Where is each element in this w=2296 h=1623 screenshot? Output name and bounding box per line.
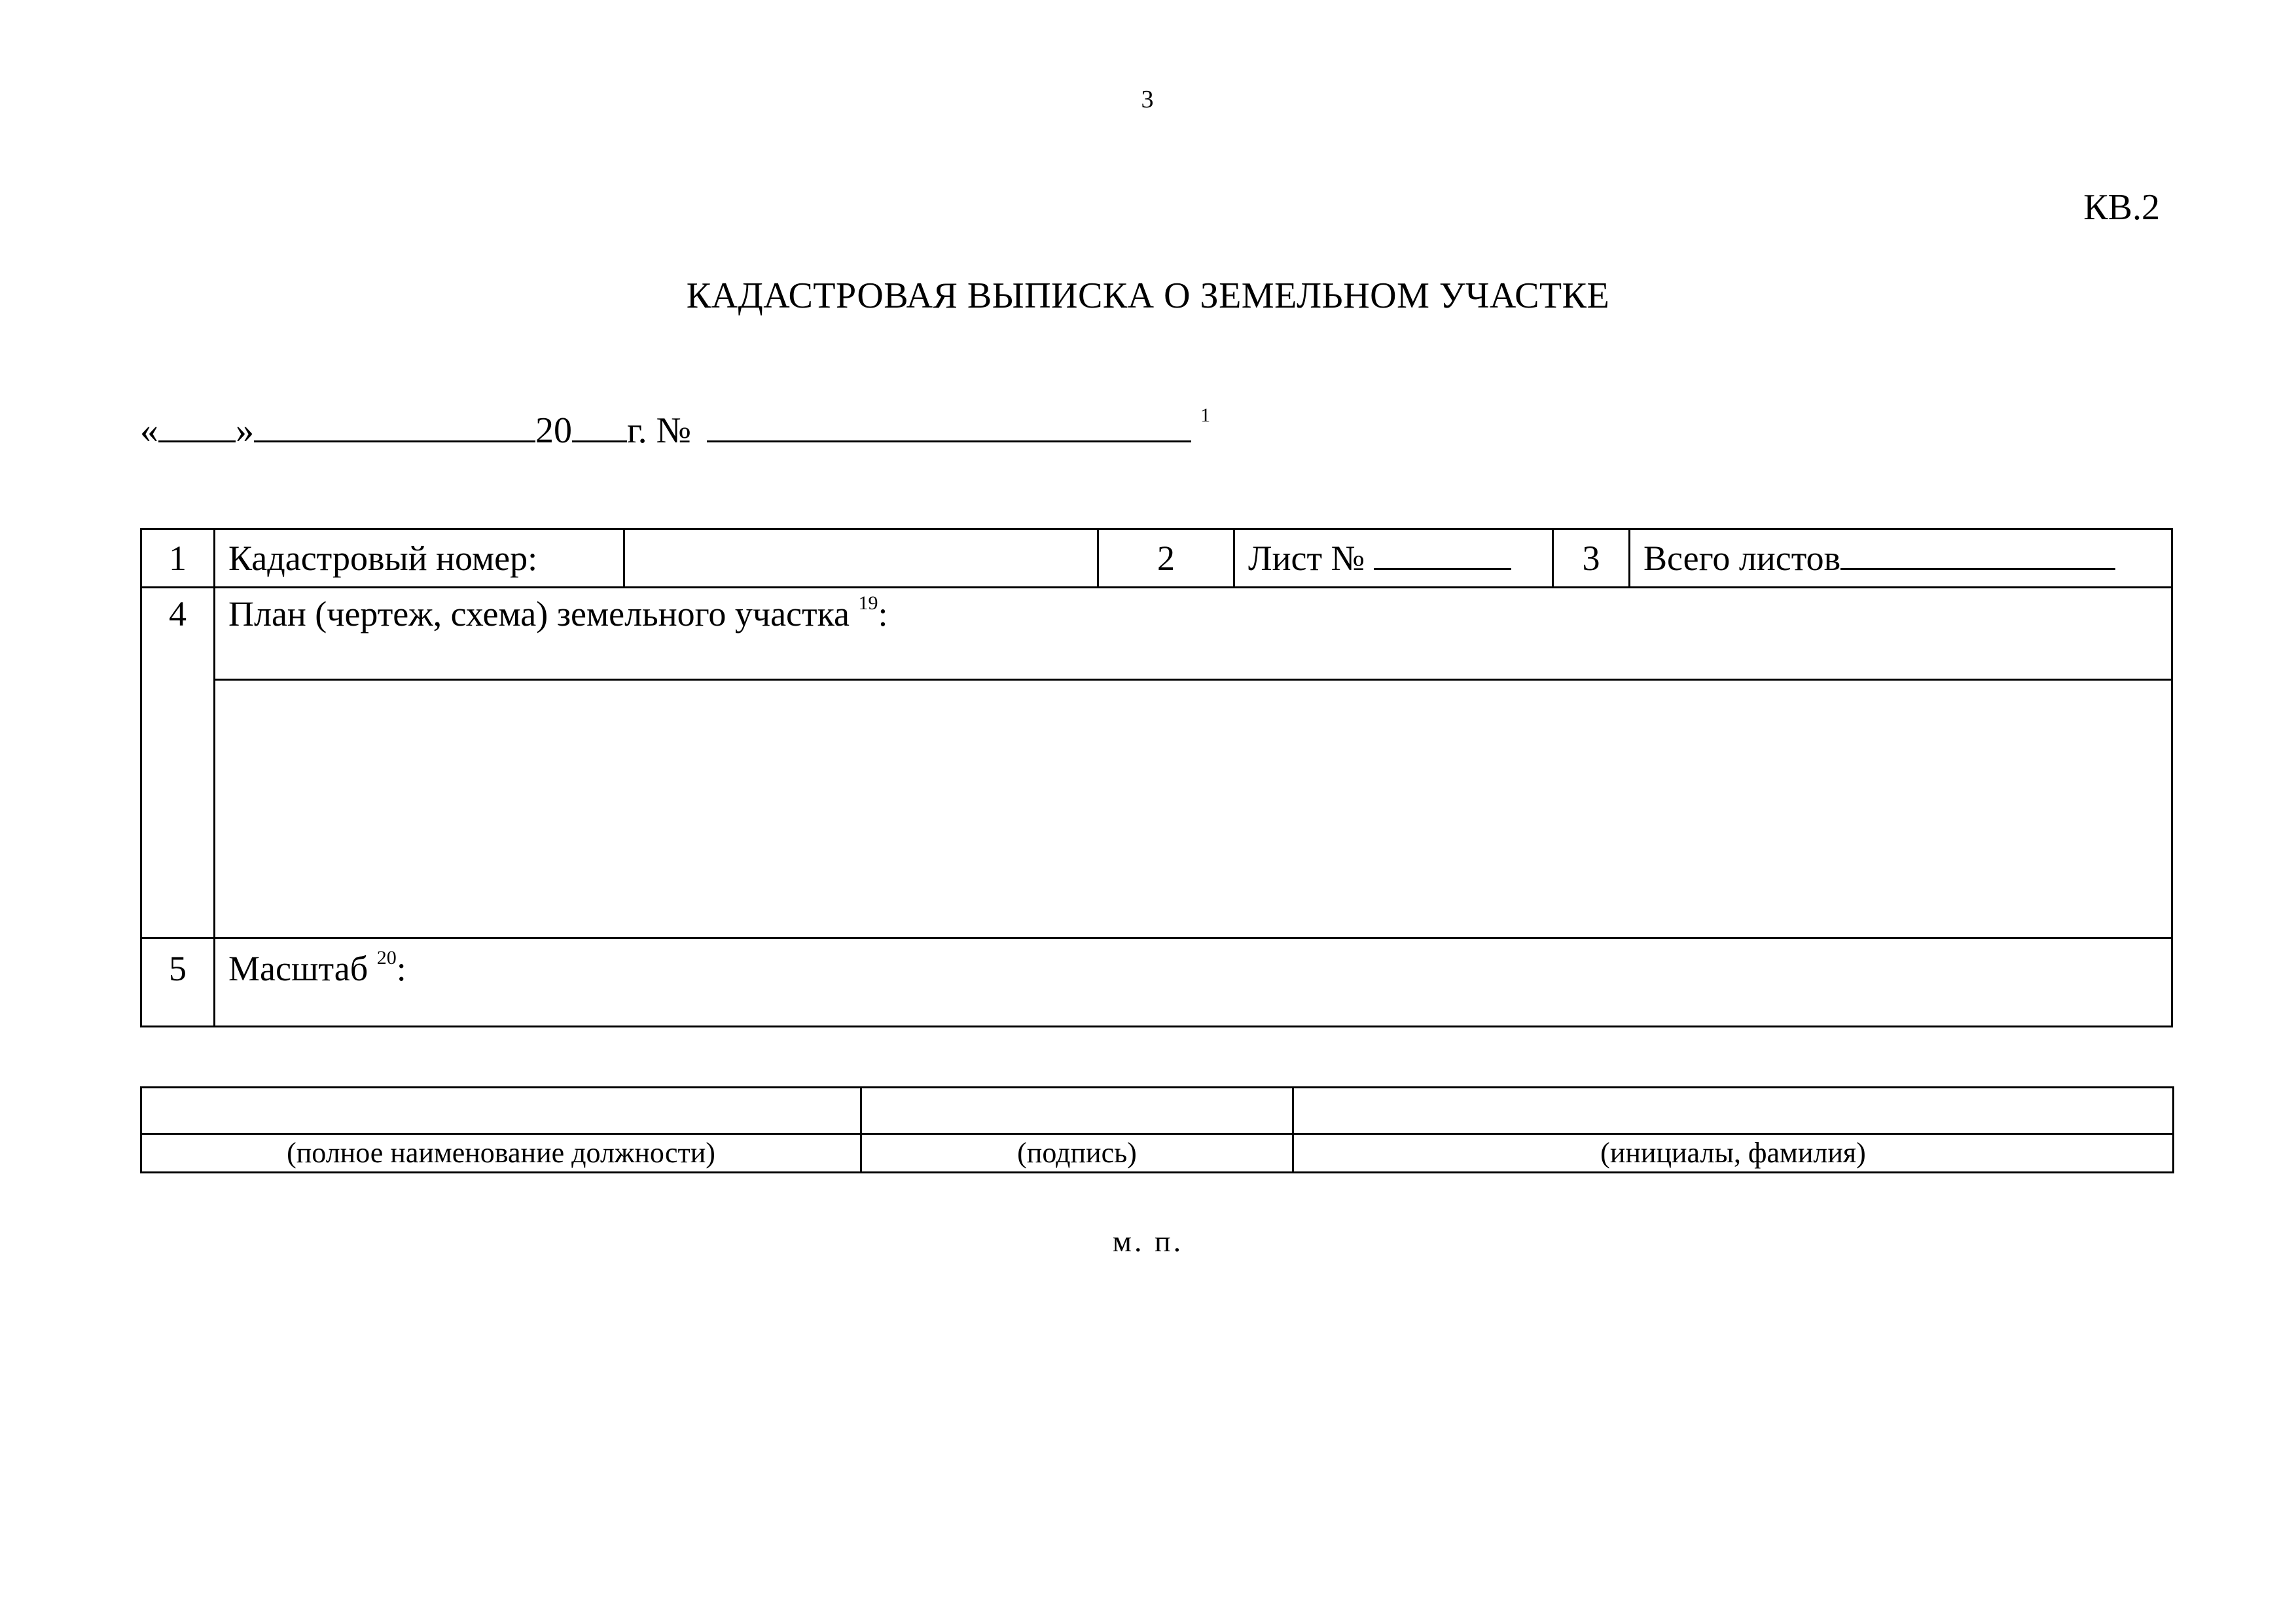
name-caption: (инициалы, фамилия) [1293, 1134, 2174, 1173]
total-sheets-label: Всего листов [1643, 539, 1841, 578]
footnote-1: 1 [1200, 404, 1211, 427]
close-quote: » [236, 410, 254, 451]
document-title: КАДАСТРОВАЯ ВЫПИСКА О ЗЕМЕЛЬНОМ УЧАСТКЕ [686, 276, 1610, 316]
table-row [141, 588, 2172, 680]
total-sheets-cell [1630, 529, 2172, 588]
cell-number-2: 2 [1098, 529, 1234, 588]
signature-field[interactable] [861, 1088, 1293, 1134]
sheet-number-blank[interactable] [1374, 538, 1511, 570]
year-blank[interactable] [572, 409, 627, 442]
sheet-number-cell [1234, 529, 1553, 588]
signature-table [140, 1086, 2174, 1173]
open-quote: « [140, 410, 158, 451]
cell-number-5: 5 [141, 938, 215, 1027]
cadastral-form-table [140, 528, 2173, 1027]
plan-drawing-area[interactable] [215, 680, 2172, 938]
plan-label-cell [215, 588, 2172, 680]
scale-label: Масштаб [228, 949, 368, 988]
position-caption: (полное наименование должности) [141, 1134, 861, 1173]
footnote-20: 20 [376, 947, 397, 969]
cell-number-3: 3 [1553, 529, 1630, 588]
cadastral-number-label: Кадастровый номер: [215, 529, 624, 588]
name-field[interactable] [1293, 1088, 2174, 1134]
table-row [141, 938, 2172, 1027]
total-sheets-blank[interactable] [1840, 538, 2115, 570]
sheet-number-label: Лист № [1248, 539, 1365, 578]
page-number: 3 [1141, 86, 1154, 113]
plan-label: План (чертеж, схема) земельного участка [228, 594, 850, 633]
number-blank[interactable] [707, 409, 1191, 442]
position-field[interactable] [141, 1088, 861, 1134]
cell-number-1: 1 [141, 529, 215, 588]
year-suffix: г. № [627, 410, 692, 451]
cell-number-4: 4 [141, 588, 215, 938]
date-number-line [140, 404, 1211, 452]
plan-colon: : [878, 594, 888, 633]
day-blank[interactable] [158, 409, 236, 442]
signature-caption: (подпись) [861, 1134, 1293, 1173]
scale-colon: : [396, 949, 406, 988]
table-row [141, 1088, 2174, 1134]
month-blank[interactable] [254, 409, 535, 442]
stamp-place-label: м. п. [1112, 1224, 1184, 1258]
footnote-19: 19 [858, 592, 878, 614]
year-prefix: 20 [535, 410, 572, 451]
scale-cell [215, 938, 2172, 1027]
form-code: КВ.2 [2083, 187, 2160, 228]
cadastral-number-field[interactable] [624, 529, 1098, 588]
table-row [141, 1134, 2174, 1173]
table-row [141, 680, 2172, 938]
table-row [141, 529, 2172, 588]
